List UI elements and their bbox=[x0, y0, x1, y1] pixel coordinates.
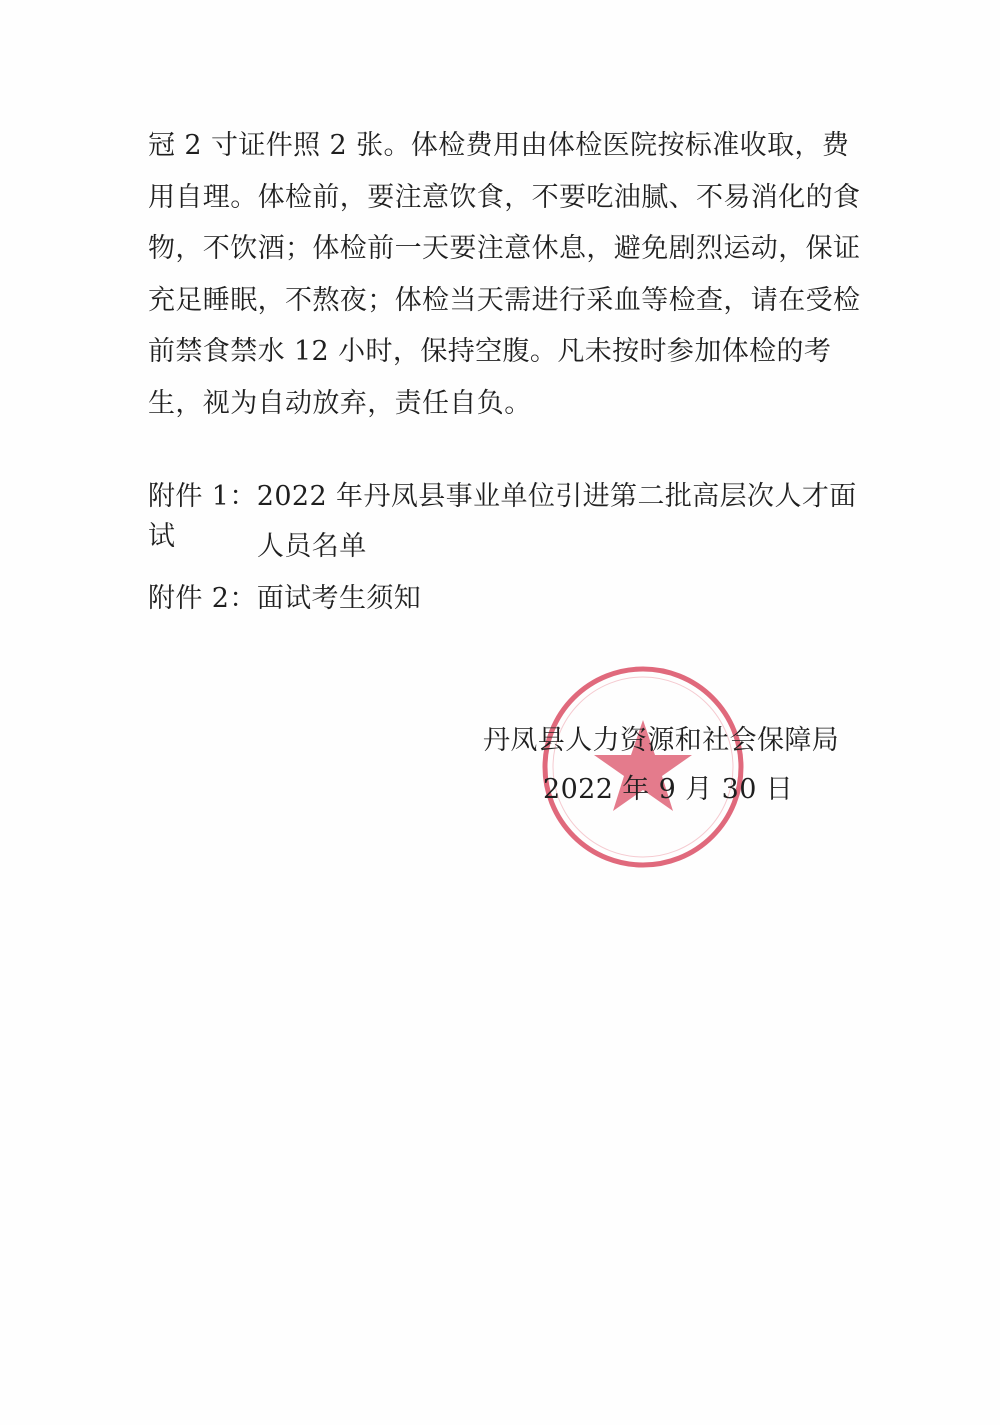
signature-date: 2022 年 9 月 30 日 bbox=[543, 774, 794, 805]
attachment-1-line-1: 附件 1：2022 年丹凤县事业单位引进第二批高层次人才面试 bbox=[148, 481, 857, 552]
attachment-1-line-2: 人员名单 bbox=[257, 531, 367, 562]
attachment-2: 附件 2：面试考生须知 bbox=[148, 583, 422, 614]
body-paragraph: 冠 2 寸证件照 2 张。体检费用由体检医院按标准收取，费用自理。体检前，要注意饮食，不要吃油腻、不易消化的食物，不饮酒；体检前一天要注意休息，避免剧烈运动，保证充足睡眠，不熬夜；体检当天需进行采血等检查，请在受检前禁食禁水 12 小时，保持空腹。凡未按时参加体检的考生，视为自动放弃，责任自负。 bbox=[148, 130, 861, 419]
signature-organization: 丹凤县人力资源和社会保障局 bbox=[483, 725, 840, 756]
seal-icon bbox=[538, 662, 748, 872]
official-seal bbox=[538, 662, 748, 872]
